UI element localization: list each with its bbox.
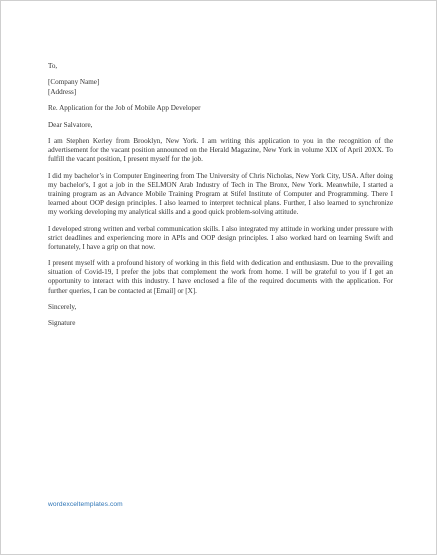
recipient-company-name: [Company Name] xyxy=(48,78,100,87)
letter-paragraph-closing: I present myself with a profound history of working in this field with dedication and enthusiasm. Due to the prevailing situation of Covid-19, I prefer the jobs that complement the work from home. I will be grateful to you if I get an opportunity to interact with this industry. I have enclosed a file of the required documents with the application. For further queries, I can be contacted at [Email] or [X]. xyxy=(48,259,393,295)
recipient-salutation: To, xyxy=(48,62,58,70)
letter-paragraph-education: I did my bachelor’s in Computer Engineering from The University of Chris Nicholas, New York City, USA. After doing my bachelor's, I got a job in the SELMON Arab Industry of Tech in The Bronx, New York. Meanwhile, I started a training program as an Advance Mobile Training Program at Stifel Institute of Computer and Programming. There I learned about OOP design principles. I also learned to interpret technical plans. Further, I also learned to synchronize my working developing my analytical skills and a good quick problem-solving attitude. xyxy=(48,171,393,217)
letter-paragraph-skills: I developed strong written and verbal communication skills. I also integrated my attitude in working under pressure with strict deadlines and experiencing more in APIs and OOP design principles. I also worked hard on learning Swift and fortunately, I have a grip on that now. xyxy=(48,224,393,251)
letter-subject: Re. Application for the Job of Mobile App Developer xyxy=(48,104,201,113)
footer-website-link[interactable]: wordexceltemplates.com xyxy=(48,501,123,508)
letter-paragraph-intro: I am Stephen Kerley from Brooklyn, New York. I am writing this application to you in the recognition of the advertisement for the vacant position announced on the Herald Magazine, New York in volume XIX of April 20XX. To fulfill the vacant position, I present myself for the job. xyxy=(48,137,393,164)
letter-body xyxy=(48,62,393,336)
letter-greeting: Dear Salvatore, xyxy=(48,120,93,129)
letter-signature: Signature xyxy=(48,319,76,328)
recipient-address: [Address] xyxy=(48,87,77,96)
letter-closing: Sincerely, xyxy=(48,303,77,311)
